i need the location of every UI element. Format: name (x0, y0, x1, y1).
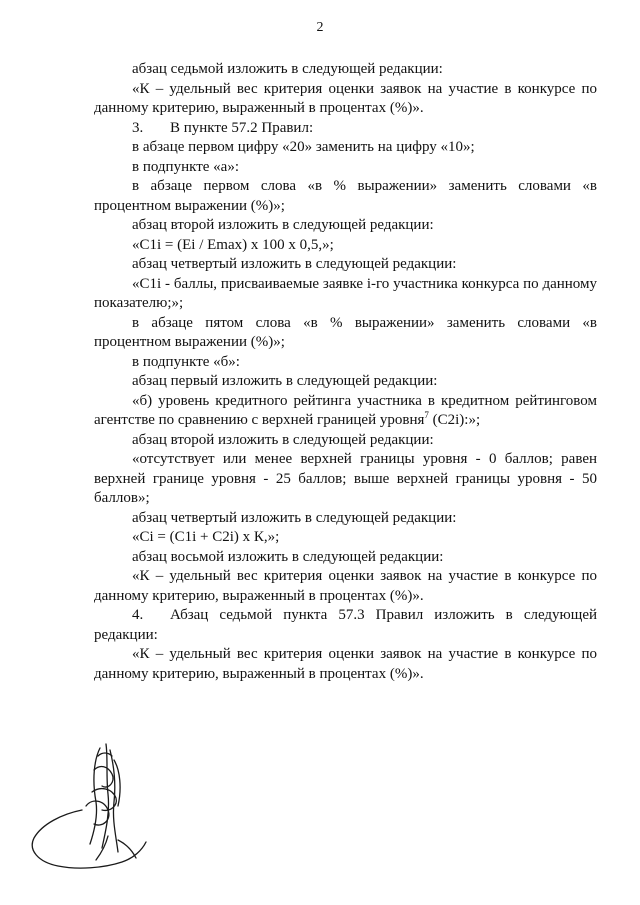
formula-paragraph: «Сi = (С1i + С2i) x К,»; (132, 529, 280, 545)
paragraph: в подпункте «б»: (132, 353, 240, 370)
paragraph: абзац второй изложить в следующей редакции: (132, 431, 434, 448)
paragraph-text: «б) уровень кредитного рейтинга участника в кредитном рейтинговом агентстве по сравнению с верхней границей уровня (94, 392, 597, 428)
paragraph: абзац второй изложить в следующей редакции: (132, 217, 434, 233)
paragraph: в абзаце первом слова «в % выражении» заменить словами «в процентном выражении (%)»; (94, 178, 597, 214)
paragraph: абзац первый изложить в следующей редакции: (132, 373, 438, 389)
paragraph: абзац восьмой изложить в следующей редакции: (132, 548, 444, 565)
paragraph: «К – удельный вес критерия оценки заявок на участие в конкурсе по данному критерию, выраженный в процентах (%)». (94, 646, 597, 682)
paragraph: в подпункте «а»: (132, 158, 239, 175)
paragraph: абзац четвертый изложить в следующей редакции: (132, 509, 457, 526)
paragraph: «К – удельный вес критерия оценки заявок на участие в конкурсе по данному критерию, выраженный в процентах (%)». (94, 80, 597, 116)
item-text: Абзац седьмой пункта 57.3 Правил изложить в следующей редакции: (94, 607, 597, 643)
formula-paragraph: «С1i = (Ei / Emax) x 100 x 0,5,»; (132, 236, 334, 253)
paragraph: «отсутствует или менее верхней границы уровня - 0 баллов; равен верхней границе уровня - 25 баллов; выше верхней границы уровня - 50 баллов»; (94, 451, 597, 506)
item-number: 3. (132, 119, 144, 136)
paragraph: абзац четвертый изложить в следующей редакции: (132, 256, 457, 272)
footnote-marker: 7 (424, 410, 429, 420)
numbered-paragraph (94, 119, 597, 139)
paragraph: «К – удельный вес критерия оценки заявок на участие в конкурсе по данному критерию, выраженный в процентах (%)». (94, 568, 597, 604)
numbered-paragraph (94, 606, 597, 645)
paragraph-text-end: (С2i):»; (428, 412, 481, 428)
handwritten-signature (22, 740, 152, 880)
paragraph: в абзаце первом цифру «20» заменить на цифру «10»; (132, 139, 475, 155)
document-body (94, 60, 597, 684)
paragraph-with-footnote (94, 392, 597, 431)
paragraph: абзац седьмой изложить в следующей редакции: (132, 61, 443, 77)
item-text: В пункте 57.2 Правил: (170, 119, 314, 136)
page-number: 2 (316, 20, 324, 35)
paragraph: в абзаце пятом слова «в % выражении» заменить словами «в процентном выражении (%)»; (94, 314, 597, 350)
item-number: 4. (132, 607, 144, 623)
paragraph: «С1i - баллы, присваиваемые заявке i-го участника конкурса по данному показателю;»; (94, 275, 597, 311)
